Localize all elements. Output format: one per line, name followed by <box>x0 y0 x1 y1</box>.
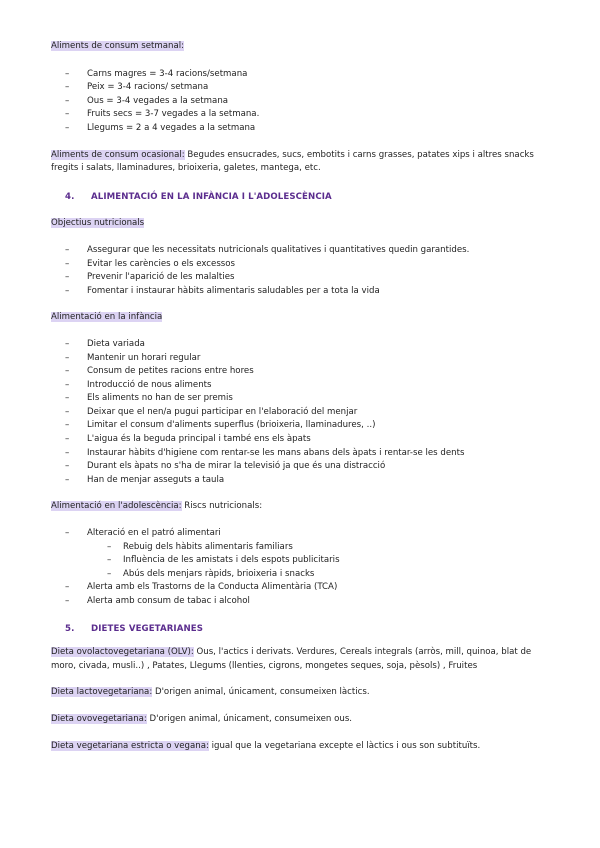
objectius-label: Objectius nutricionals <box>51 218 145 229</box>
section-5-heading <box>51 623 551 637</box>
list-item: – Alerta amb els Trastorns de la Conducta Alimentària (TCA) <box>51 581 551 595</box>
adolescencia-sublist <box>51 541 551 582</box>
sub-list-item: – Influència de les amistats i dels espots publicitaris <box>51 554 551 568</box>
section-4-heading <box>51 191 551 205</box>
infancia-label: Alimentació en la infància <box>51 312 163 323</box>
list-item: – Alerta amb consum de tabac i alcohol <box>51 595 551 609</box>
objectius-label-line <box>51 217 551 231</box>
list-item: – Limitar el consum d'aliments superflus (brioixeria, llaminadures, ..) <box>51 419 551 433</box>
setmanal-list <box>51 68 551 136</box>
adolescencia-paragraph <box>51 500 551 514</box>
list-item: – Durant els àpats no s'ha de mirar la televisió ja que és una distracció <box>51 460 551 474</box>
ocasional-label: Aliments de consum ocasional: <box>51 149 185 160</box>
dieta-ovolacto-text: Ous, l'actics i derivats. Verdures, Cereals integrals (arròs, mill, quinoa, blat de moro, civada, musli..) , Patates, Llegums (llenties, cigrons, mongetes seques, soja, pèsols) , Fruites <box>51 647 532 671</box>
list-item: – L'aigua és la beguda principal i també ens els àpats <box>51 433 551 447</box>
dieta-ovolacto-label: Dieta ovolactovegetariana (OLV): <box>51 647 194 658</box>
section-4-title: ALIMENTACIÓ EN LA INFÀNCIA I L'ADOLESCÈNCIA <box>91 191 332 202</box>
infancia-list <box>51 338 551 488</box>
list-item: – Dieta variada <box>51 338 551 352</box>
setmanal-label: Aliments de consum setmanal: <box>51 41 185 51</box>
dieta-lacto-text: D'origen animal, únicament, consumeixen làctics. <box>152 687 370 698</box>
list-item: – Carns magres = 3-4 racions/setmana <box>51 68 551 82</box>
list-item: – Assegurar que les necessitats nutricionals qualitatives i quantitatives quedin garantides. <box>51 244 551 258</box>
dieta-vegana-paragraph <box>51 740 551 754</box>
objectius-list <box>51 244 551 298</box>
infancia-label-line <box>51 311 551 325</box>
list-item: – Han de menjar asseguts a taula <box>51 474 551 488</box>
list-item: – Peix = 3-4 racions/ setmana <box>51 81 551 95</box>
adolescencia-label: Alimentació en l'adolescència: <box>51 501 182 512</box>
list-item: – Ous = 3-4 vegades a la setmana <box>51 95 551 109</box>
adolescencia-text: Riscs nutricionals: <box>181 501 263 512</box>
dieta-ovo-label: Dieta ovovegetariana: <box>51 713 147 724</box>
adolescencia-list <box>51 527 551 541</box>
list-item: – Evitar les carències o els excessos <box>51 258 551 272</box>
dieta-ovo-paragraph <box>51 713 551 727</box>
section-5-number: 5. <box>65 623 75 634</box>
dieta-ovolacto-paragraph <box>51 646 551 673</box>
dieta-vegana-label: Dieta vegetariana estricta o vegana: <box>51 740 209 751</box>
list-item: – Fomentar i instaurar hàbits alimentaris saludables per a tota la vida <box>51 285 551 299</box>
adolescencia-list-after <box>51 581 551 608</box>
dieta-lacto-paragraph <box>51 686 551 700</box>
list-item: – Alteració en el patró alimentari <box>51 527 551 541</box>
list-item: – Els aliments no han de ser premis <box>51 392 551 406</box>
ocasional-paragraph <box>51 149 551 176</box>
list-item: – Prevenir l'aparició de les malalties <box>51 271 551 285</box>
list-item: – Mantenir un horari regular <box>51 352 551 366</box>
dieta-ovo-text: D'origen animal, únicament, consumeixen ous. <box>146 713 353 724</box>
sub-list-item: – Rebuig dels hàbits alimentaris familiars <box>51 541 551 555</box>
ocasional-text: Begudes ensucrades, sucs, embotits i carns grasses, patates xips i altres snacks fregits i salats, llaminadures, brioixeria, galetes, mantega, etc. <box>51 149 534 174</box>
section-5-title: DIETES VEGETARIANES <box>91 623 204 634</box>
document-page <box>51 40 551 753</box>
list-item: – Instaurar hàbits d'higiene com rentar-se les mans abans dels àpats i rentar-se les dents <box>51 447 551 461</box>
list-item: – Consum de petites racions entre hores <box>51 365 551 379</box>
list-item: – Fruits secs = 3-7 vegades a la setmana. <box>51 108 551 122</box>
sub-list-item: – Abús dels menjars ràpids, brioixeria i snacks <box>51 568 551 582</box>
setmanal-label-line <box>51 40 551 54</box>
section-4-number: 4. <box>65 191 75 202</box>
list-item: – Deixar que el nen/a pugui participar en l'elaboració del menjar <box>51 406 551 420</box>
dieta-vegana-text: igual que la vegetariana excepte el làctics i ous son subtituïts. <box>208 740 481 751</box>
list-item: – Llegums = 2 a 4 vegades a la setmana <box>51 122 551 136</box>
dieta-lacto-label: Dieta lactovegetariana: <box>51 687 153 698</box>
list-item: – Introducció de nous aliments <box>51 379 551 393</box>
